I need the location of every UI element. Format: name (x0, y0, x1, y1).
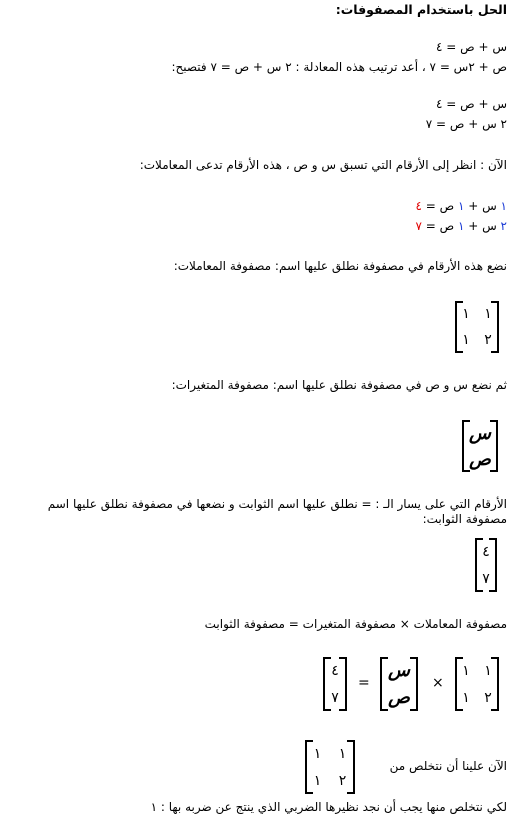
matrix-cell: ٢ (484, 689, 492, 706)
variable-matrix (380, 657, 418, 711)
coefficient-y: ١ (457, 219, 465, 233)
paragraph: الأرقام التي على يسار الـ : = نطلق عليها اسم الثوابت و نضعها في مصفوفة نطلق عليها اسم (47, 497, 507, 511)
matrix-cell: ٤ (331, 662, 339, 679)
constant-matrix (323, 657, 347, 711)
equation-text: س + (464, 199, 501, 213)
equation-line: ص + ٢س = ٧ ، أعد ترتيب هذه المعادلة : ٢ س + ص = ٧ فتصبح: (171, 60, 507, 74)
equation-line: س + ص = ٤ (436, 97, 507, 111)
matrix-cell: ١ (338, 745, 347, 762)
paragraph: مصفوفة الثوابت: (422, 512, 507, 526)
matrix-cell: ٧ (331, 689, 339, 706)
equation-text: ص = (421, 199, 458, 213)
coefficient-x: ٢ (500, 219, 507, 233)
matrix-cell: ٢ (484, 332, 492, 348)
matrix-cell: ٧ (482, 570, 490, 587)
matrix-cell: ٤ (482, 543, 490, 560)
matrix-cell: ١ (484, 306, 492, 322)
matrix-cell: ص (469, 448, 491, 470)
page-title: الحل باستخدام المصفوفات: (335, 2, 507, 17)
multiply-sign: × (432, 675, 444, 691)
coefficient-y: ١ (457, 199, 465, 213)
equation-text: ص = (421, 219, 458, 233)
equation-line: ٢ س + ص = ٧ (425, 117, 507, 131)
coefficient-matrix (455, 301, 499, 353)
colored-equation (415, 199, 507, 214)
matrix-cell: ١ (462, 306, 470, 322)
constant-matrix (475, 538, 497, 592)
matrix-cell: ١ (462, 689, 470, 706)
coefficient-x: ١ (500, 199, 507, 213)
constant: ٧ (415, 219, 422, 233)
paragraph: الآن : انظر إلى الأرقام التي تسبق س و ص ، هذه الأرقام تدعى المعاملات: (139, 158, 507, 172)
equation-text: س + (464, 219, 501, 233)
coefficient-matrix (305, 740, 355, 794)
paragraph: ثم نضع س و ص في مصفوفة نطلق عليها اسم: مصفوفة المتغيرات: (171, 378, 507, 392)
matrix-cell: ١ (462, 662, 470, 679)
matrix-cell: ١ (313, 745, 322, 762)
paragraph: مصفوفة المعاملات × مصفوفة المتغيرات = مصفوفة الثوابت (204, 617, 507, 631)
constant: ٤ (415, 199, 422, 213)
equals-sign: = (358, 675, 370, 691)
matrix-cell: ص (388, 687, 410, 708)
matrix-cell: ٢ (338, 772, 347, 789)
matrix-cell: س (388, 660, 410, 681)
colored-equation (415, 219, 507, 234)
equation-line: س + ص = ٤ (436, 40, 507, 54)
matrix-cell: س (469, 422, 491, 444)
matrix-cell: ١ (462, 332, 470, 348)
variable-matrix (462, 420, 498, 472)
paragraph: الآن علينا أن نتخلص من (389, 759, 507, 773)
coefficient-matrix (455, 657, 499, 711)
matrix-cell: ١ (484, 662, 492, 679)
paragraph: لكي نتخلص منها يجب أن نجد نظيرها الضربي الذي ينتج عن ضربه بها : ١ (150, 800, 507, 814)
matrix-cell: ١ (313, 772, 322, 789)
paragraph: نضع هذه الأرقام في مصفوفة نطلق عليها اسم: مصفوفة المعاملات: (173, 259, 507, 273)
